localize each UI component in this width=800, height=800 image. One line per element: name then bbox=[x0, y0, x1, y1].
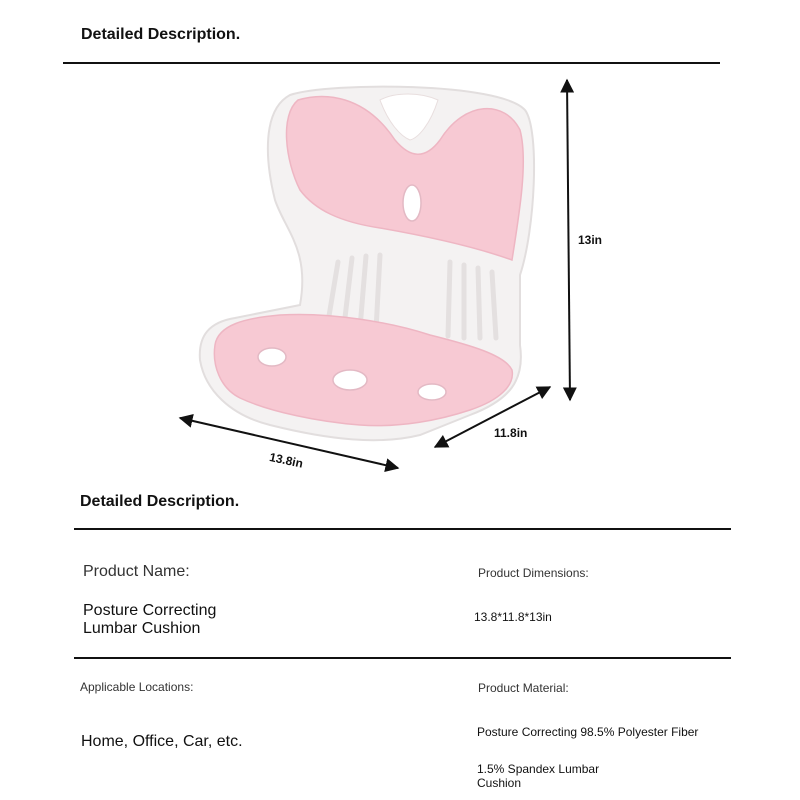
material-value-line2 bbox=[477, 762, 599, 790]
material-line: Cushion bbox=[477, 776, 522, 790]
middle-divider bbox=[74, 528, 731, 530]
product-name-line: Posture Correcting bbox=[83, 602, 217, 619]
product-name-line: Lumbar Cushion bbox=[83, 620, 201, 637]
dimensions-value: 13.8*11.8*13in bbox=[474, 610, 552, 624]
product-name-value bbox=[83, 602, 216, 638]
height-label: 13in bbox=[578, 233, 603, 247]
material-line: 1.5% Spandex Lumbar bbox=[477, 762, 600, 776]
material-label: Product Material: bbox=[478, 681, 569, 695]
width-label: 13.8in bbox=[268, 450, 305, 471]
locations-label: Applicable Locations: bbox=[80, 680, 194, 694]
product-name-label: Product Name: bbox=[83, 563, 190, 580]
product-illustration bbox=[0, 64, 800, 484]
locations-value: Home, Office, Car, etc. bbox=[81, 733, 243, 750]
dimensions-label: Product Dimensions: bbox=[478, 566, 589, 580]
section-heading-top: Detailed Description. bbox=[81, 26, 241, 43]
details-divider bbox=[74, 657, 731, 659]
depth-label: 11.8in bbox=[494, 426, 528, 440]
height-arrow bbox=[567, 80, 570, 400]
material-value-line1: Posture Correcting 98.5% Polyester Fiber bbox=[477, 725, 699, 739]
section-heading-middle: Detailed Description. bbox=[80, 493, 240, 510]
